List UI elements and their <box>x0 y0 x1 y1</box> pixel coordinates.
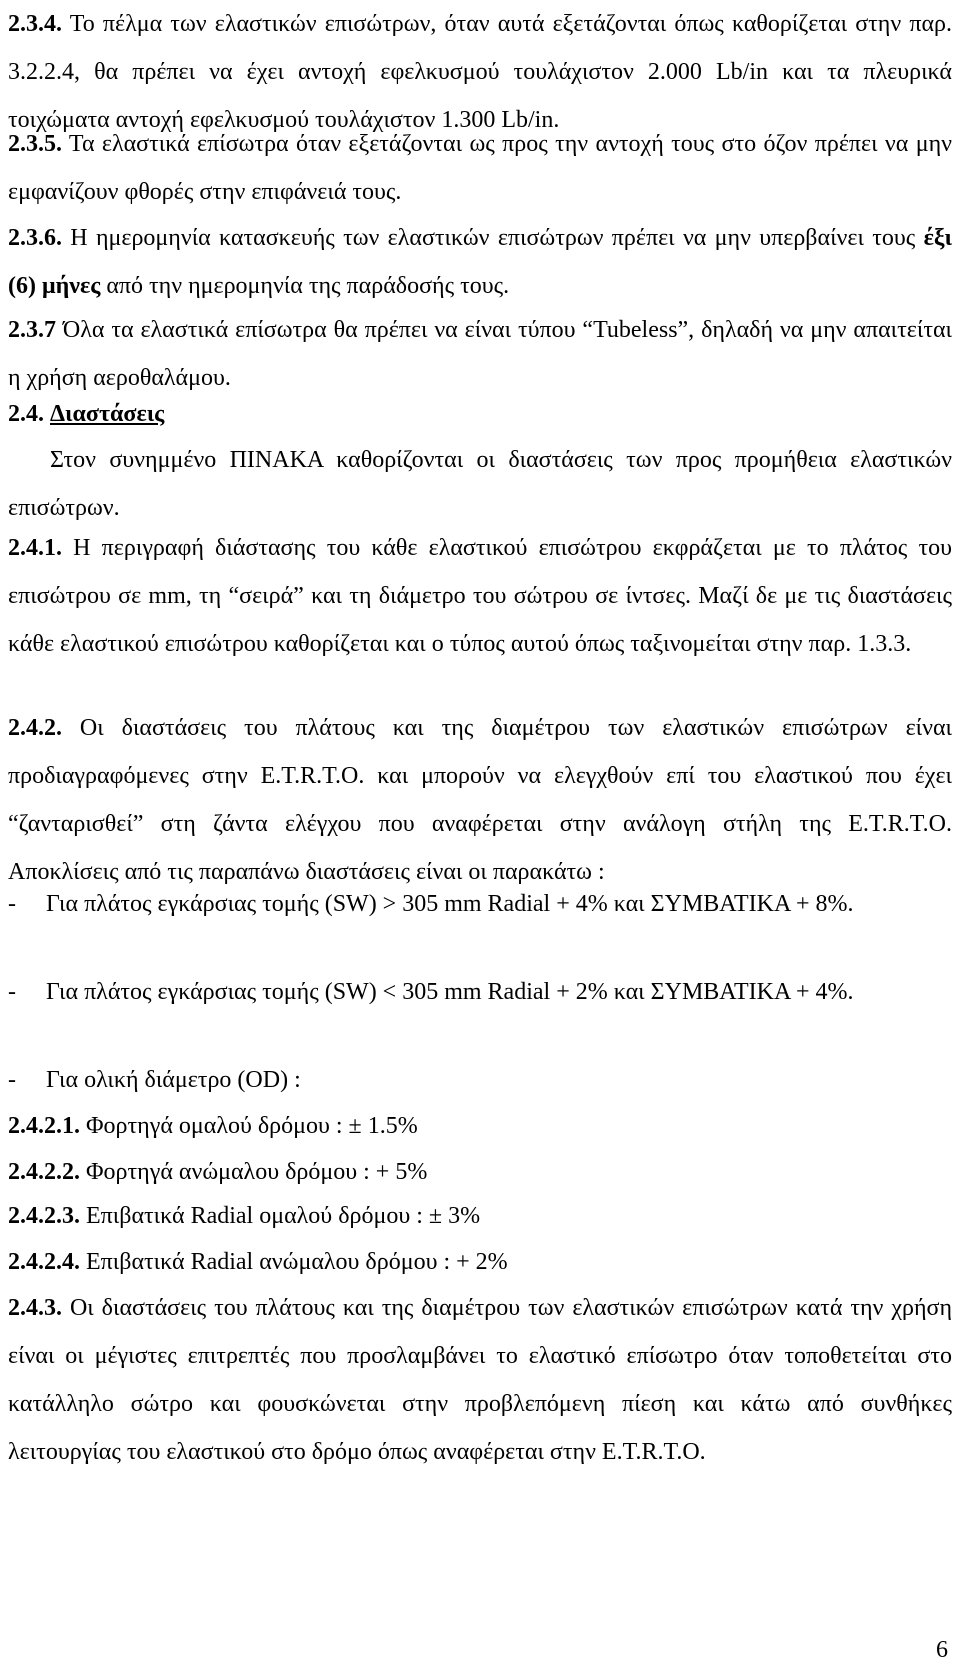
list-dash: - <box>8 1067 16 1093</box>
section-number: 2.3.5. <box>8 131 62 157</box>
section-2-3-6 <box>8 214 952 310</box>
list-item <box>8 968 952 1016</box>
section-2-4-intro <box>8 436 952 532</box>
list-dash: - <box>8 979 16 1005</box>
section-text: Φορτηγά ανώμαλου δρόμου : + 5% <box>80 1159 428 1185</box>
section-2-4-2 <box>8 704 952 896</box>
subsection-2-4-2-2 <box>8 1148 427 1196</box>
section-text-cont: από την ημερομηνία της παράδοσής τους. <box>100 273 510 299</box>
list-item <box>8 880 952 928</box>
section-text: Οι διαστάσεις του πλάτους και της διαμέτρου των ελαστικών επισώτρων κατά την χρήση είναι οι μέγιστες επιτρεπτές που προσλαμβάνει το ελαστικό επίσωτρο όταν τοποθετείται στο κατάλληλο σώτρο και φουσκώνεται στην προβλεπόμενη πίεση και κάτω από συνθήκες λειτουργίας του ελαστικού στο δρόμο όπως αναφέρεται στην E.T.R.T.O. <box>8 1295 952 1465</box>
list-item-text: Για ολική διάμετρο (OD) : <box>46 1067 301 1093</box>
section-number: 2.4.2. <box>8 715 62 741</box>
list-item-text: Για πλάτος εγκάρσιας τομής (SW) > 305 mm Radial + 4% και ΣΥΜΒΑΤΙΚΑ + 8%. <box>46 891 854 917</box>
section-title: Διαστάσεις <box>50 401 165 427</box>
section-number: 2.4. <box>8 401 44 427</box>
subsection-2-4-2-3 <box>8 1192 480 1240</box>
section-text: Οι διαστάσεις του πλάτους και της διαμέτρου των ελαστικών επισώτρων είναι προδιαγραφόμενες στην E.T.R.T.O. και μπορούν να ελεγχθούν επί του ελαστικού που έχει “ζανταρισθεί” στη ζάντα ελέγχου που αναφέρεται στην ανάλογη στήλη της E.T.R.T.O. Αποκλίσεις από τις παραπάνω διαστάσεις είναι οι παρακάτω : <box>8 715 952 885</box>
section-number: 2.3.7 <box>8 317 56 343</box>
list-dash: - <box>8 891 16 917</box>
section-2-4-1 <box>8 524 952 668</box>
section-number: 2.3.4. <box>8 11 62 37</box>
section-number: 2.4.1. <box>8 535 62 561</box>
section-text: Όλα τα ελαστικά επίσωτρα θα πρέπει να είναι τύπου “Tubeless”, δηλαδή να μην απαιτείται η χρήση αεροθαλάμου. <box>8 317 952 391</box>
page-number: 6 <box>936 1637 948 1663</box>
subsection-2-4-2-1 <box>8 1102 418 1150</box>
section-2-4-3 <box>8 1284 952 1476</box>
list-item <box>8 1056 952 1104</box>
section-number: 2.3.6. <box>8 225 62 251</box>
section-text: Τα ελαστικά επίσωτρα όταν εξετάζονται ως προς την αντοχή τους στο όζον πρέπει να μην εμφανίζουν φθορές στην επιφάνειά τους. <box>8 131 952 205</box>
section-text: Το πέλμα των ελαστικών επισώτρων, όταν αυτά εξετάζονται όπως καθορίζεται στην παρ. 3.2.2.4, θα πρέπει να έχει αντοχή εφελκυσμού τουλάχιστον 2.000 Lb/in και τα πλευρικά τοιχώματα αντοχή εφελκυσμού τουλάχιστον 1.300 Lb/in. <box>8 11 952 133</box>
section-text: Η ημερομηνία κατασκευής των ελαστικών επισώτρων πρέπει να μην υπερβαίνει τους <box>62 225 924 251</box>
subsection-2-4-2-4 <box>8 1238 508 1286</box>
section-text: Στον συνημμένο ΠΙΝΑΚΑ καθορίζονται οι διαστάσεις των προς προμήθεια ελαστικών επισώτρων. <box>8 447 952 521</box>
section-text: Επιβατικά Radial ανώμαλου δρόμου : + 2% <box>80 1249 508 1275</box>
section-number: 2.4.2.1. <box>8 1113 80 1139</box>
section-text: Η περιγραφή διάστασης του κάθε ελαστικού επισώτρου εκφράζεται με το πλάτος του επισώτρου σε mm, τη “σειρά” και τη διάμετρο του σώτρου σε ίντσες. Μαζί δε με τις διαστάσεις κάθε ελαστικού επισώτρου καθορίζεται και ο τύπος αυτού όπως ταξινομείται στην παρ. 1.3.3. <box>8 535 952 657</box>
section-2-3-7 <box>8 306 952 402</box>
section-number: 2.4.2.3. <box>8 1203 80 1229</box>
section-2-3-5 <box>8 120 952 216</box>
emphasis-text: έξι (6) μήνες <box>8 225 952 299</box>
section-number: 2.4.2.4. <box>8 1249 80 1275</box>
section-text: Επιβατικά Radial ομαλού δρόμου : ± 3% <box>80 1203 481 1229</box>
section-text: Φορτηγά ομαλού δρόμου : ± 1.5% <box>80 1113 418 1139</box>
section-2-4-heading <box>8 390 164 438</box>
list-item-text: Για πλάτος εγκάρσιας τομής (SW) < 305 mm Radial + 2% και ΣΥΜΒΑΤΙΚΑ + 4%. <box>46 979 854 1005</box>
section-number: 2.4.3. <box>8 1295 62 1321</box>
section-number: 2.4.2.2. <box>8 1159 80 1185</box>
